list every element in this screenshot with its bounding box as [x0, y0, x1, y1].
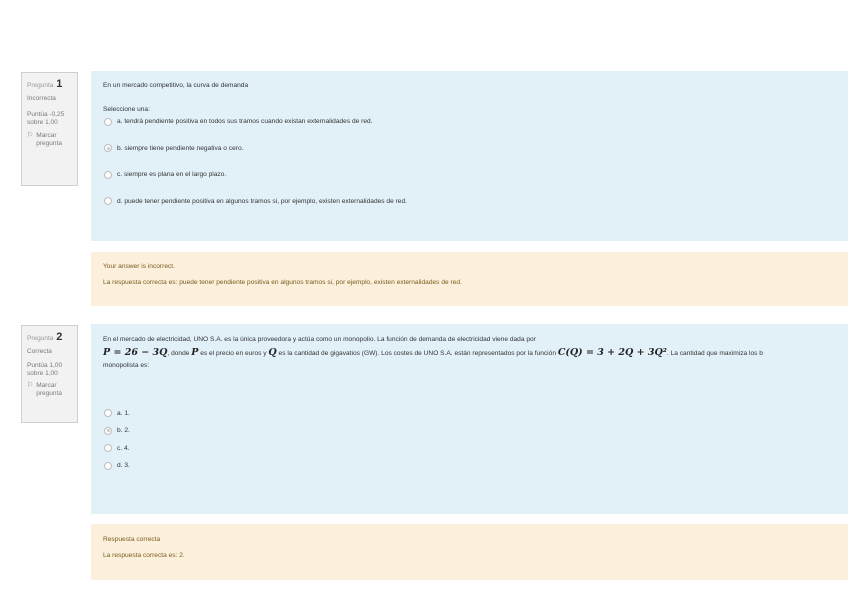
grade-line-2: sobre 1,00	[27, 370, 58, 377]
answer-option-c[interactable]	[104, 168, 836, 182]
option-label: b. siempre tiene pendiente negativa o cero.	[117, 144, 244, 152]
feedback-correct-answer: La respuesta correcta es: puede tener pendiente positiva en algunos tramos si, por ejemplo, existen externalidades de red.	[103, 279, 462, 286]
question-1-info	[21, 72, 78, 186]
question-state: Correcta	[27, 347, 52, 355]
answer-option-a[interactable]	[104, 407, 836, 421]
question-2-content	[91, 324, 848, 514]
flag-label-2: pregunta	[36, 390, 62, 398]
feedback-correct-answer: La respuesta correcta es: 2.	[103, 552, 185, 559]
text-fragment: es la cantidad de gigavatios (GW). Los costes de UNO S.A. están representados por la función	[276, 350, 558, 358]
question-state: Incorrecta	[27, 94, 56, 102]
question-text-line-1: En el mercado de electricidad, UNO S.A. es la única proveedora y actúa como un monopolio. La función de demanda de electricidad viene dada por	[103, 336, 536, 343]
text-fragment: , donde	[167, 350, 192, 358]
answer-option-d[interactable]	[104, 195, 836, 209]
question-text-line-3: monopolista es:	[103, 361, 150, 369]
cost-function: C(Q) = 3 + 2Q + 3Q²	[557, 347, 667, 359]
question-number	[27, 78, 72, 92]
radio-button[interactable]	[104, 462, 112, 470]
question-number-value: 2	[56, 331, 63, 343]
flag-question-link[interactable]	[27, 132, 72, 148]
question-label: Pregunta	[27, 82, 54, 89]
question-text-line-2	[103, 346, 836, 359]
radio-button-selected[interactable]	[104, 427, 112, 435]
answer-prompt: Seleccione una:	[103, 106, 150, 113]
text-fragment: es el precio en euros y	[198, 350, 269, 358]
feedback-status: Respuesta correcta	[103, 536, 161, 543]
question-2-info	[21, 325, 78, 423]
grade-line-1: Puntúa -0,25	[27, 110, 65, 118]
answer-option-a[interactable]	[104, 115, 836, 129]
variable-q: Q	[268, 347, 277, 359]
option-label: d. 3.	[117, 462, 130, 470]
question-label: Pregunta	[27, 335, 54, 342]
question-grade	[27, 111, 72, 127]
answer-option-c[interactable]	[104, 442, 836, 456]
option-label: b. 2.	[117, 427, 130, 435]
option-label: a. 1.	[117, 409, 130, 417]
question-text	[103, 335, 836, 370]
option-label: d. puede tener pendiente positiva en algunos tramos si, por ejemplo, existen externalidades de red.	[117, 197, 407, 205]
radio-button[interactable]	[104, 171, 112, 179]
variable-p: P	[191, 347, 199, 359]
question-text: En un mercado competitivo, la curva de demanda	[103, 82, 249, 89]
feedback-status: Your answer is incorrect.	[103, 263, 175, 270]
radio-button[interactable]	[104, 444, 112, 452]
grade-line-2: sobre 1,00	[27, 119, 58, 126]
answer-option-b[interactable]	[104, 424, 836, 438]
text-fragment: . La cantidad que maximiza los b	[666, 350, 763, 358]
radio-button-selected[interactable]	[104, 144, 112, 152]
question-number	[27, 331, 72, 345]
flag-icon: ⚐	[27, 382, 34, 390]
radio-button[interactable]	[104, 197, 112, 205]
option-label: a. tendrá pendiente positiva en todos sus tramos cuando existan externalidades de red.	[117, 118, 373, 126]
question-grade	[27, 362, 72, 378]
demand-equation: P = 26 − 3Q	[103, 347, 168, 359]
flag-question-link[interactable]	[27, 382, 72, 398]
flag-label-1: Marcar	[36, 382, 57, 390]
answer-option-d[interactable]	[104, 459, 836, 473]
flag-icon: ⚐	[27, 132, 34, 140]
option-label: c. siempre es plana en el largo plazo.	[117, 171, 227, 179]
question-1-feedback	[91, 252, 848, 306]
question-number-value: 1	[56, 78, 63, 90]
answer-option-b[interactable]	[104, 142, 836, 156]
flag-label-1: Marcar	[36, 132, 57, 140]
option-label: c. 4.	[117, 444, 130, 452]
question-2-feedback	[91, 524, 848, 580]
flag-label-2: pregunta	[36, 140, 62, 148]
radio-button[interactable]	[104, 409, 112, 417]
question-1-content	[91, 71, 848, 241]
grade-line-1: Puntúa 1,00	[27, 361, 63, 369]
radio-button[interactable]	[104, 118, 112, 126]
